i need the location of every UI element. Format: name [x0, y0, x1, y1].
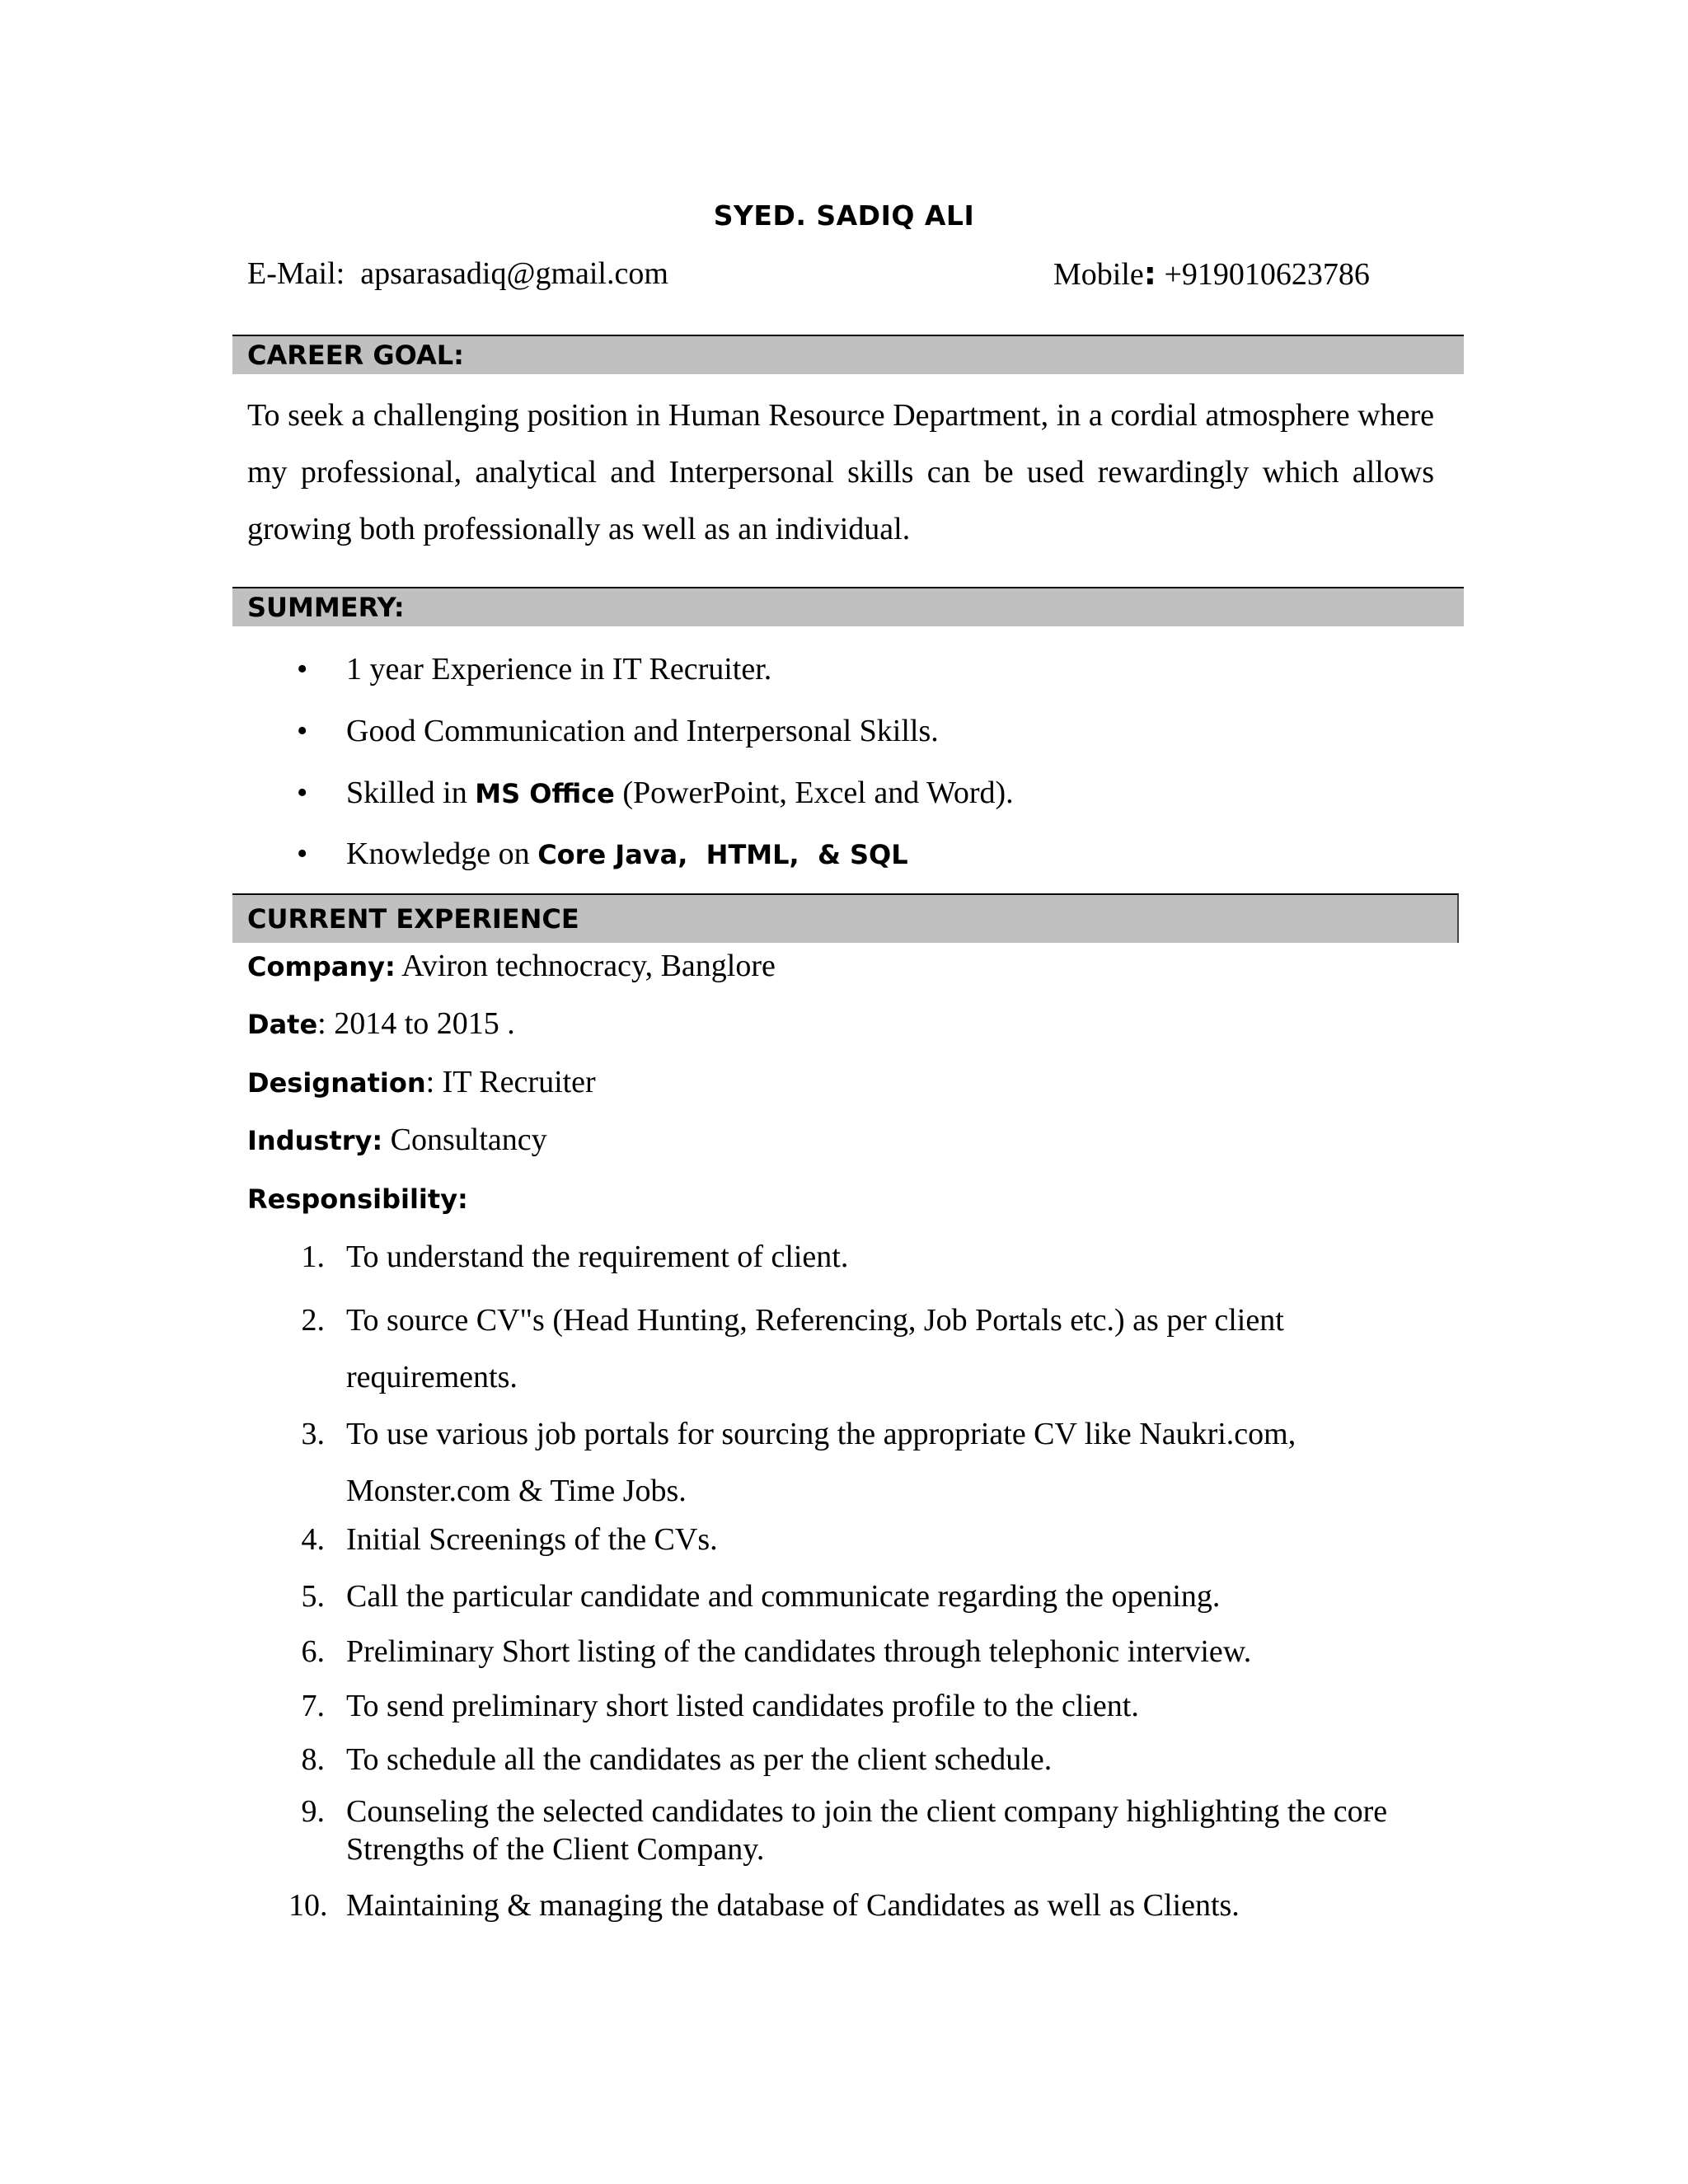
company-value: Aviron technocracy, Banglore [395, 949, 776, 983]
summary-item-prefix: Skilled in [346, 776, 476, 810]
industry-label: Industry: [247, 1125, 383, 1156]
ms-office-highlight: MS Office [475, 778, 615, 809]
career-goal-bar [232, 335, 1464, 374]
industry-field [247, 1122, 547, 1158]
item-number: 5. [301, 1579, 325, 1614]
mobile-colon: : [1143, 255, 1156, 292]
summary-item-text [346, 836, 908, 872]
item-text: Initial Screenings of the CVs. [346, 1522, 718, 1557]
item-text: To schedule all the candidates as per the client schedule. [346, 1742, 1053, 1777]
mobile-label: Mobile [1053, 257, 1144, 292]
designation-field [247, 1064, 596, 1100]
career-goal-text: To seek a challenging position in Human Resource Department, in a cordial atmosphere where my professional, analytical and Interpersonal skills can be used rewardingly which allows growing both professionally as well as an individual. [247, 398, 1434, 546]
date-label: Date [247, 1009, 318, 1040]
company-field [247, 948, 776, 984]
item-text: Maintaining & managing the database of Candidates as well as Clients. [346, 1888, 1240, 1923]
summary-item-text: Good Communication and Interpersonal Skills. [346, 714, 939, 748]
summary-item-text [346, 775, 1014, 811]
item-number: 10. [288, 1888, 328, 1923]
item-number: 6. [301, 1634, 325, 1669]
summary-heading: SUMMERY: [247, 592, 405, 623]
candidate-name: SYED. SADIQ ALI [713, 199, 975, 232]
date-value: : 2014 to 2015 . [317, 1006, 515, 1041]
item-number: 3. [301, 1417, 325, 1451]
designation-label: Designation [247, 1067, 426, 1099]
summary-item-suffix: (PowerPoint, Excel and Word). [614, 776, 1014, 810]
item-number: 1. [301, 1240, 325, 1274]
company-label: Company: [247, 951, 396, 982]
industry-value: Consultancy [382, 1122, 547, 1157]
summary-bar [232, 587, 1464, 626]
item-number: 8. [301, 1742, 325, 1777]
mobile-number: +919010623786 [1164, 257, 1370, 292]
email-label: E-Mail: [247, 256, 345, 291]
experience-heading: CURRENT EXPERIENCE [247, 903, 579, 935]
summary-item-text: 1 year Experience in IT Recruiter. [346, 652, 772, 687]
skills-highlight: Core Java, HTML, & SQL [537, 839, 908, 870]
item-number: 2. [301, 1303, 325, 1338]
career-goal-heading: CAREER GOAL: [247, 340, 464, 371]
item-text: Preliminary Short listing of the candidates through telephonic interview. [346, 1634, 1252, 1669]
item-number: 7. [301, 1689, 325, 1723]
experience-bar [232, 893, 1459, 943]
item-number: 9. [301, 1794, 325, 1829]
responsibility-label: Responsibility: [247, 1183, 468, 1215]
bullet-icon: • [297, 837, 308, 871]
bullet-icon: • [297, 714, 308, 748]
date-field [247, 1005, 515, 1042]
mobile-line [1053, 255, 1370, 293]
bullet-icon: • [297, 652, 308, 687]
item-text: To understand the requirement of client. [346, 1240, 849, 1274]
item-text: To use various job portals for sourcing the appropriate CV like Naukri.com, Monster.com & Time Jobs. [346, 1417, 1296, 1508]
summary-item-prefix: Knowledge on [346, 837, 538, 871]
bullet-icon: • [297, 776, 308, 810]
item-text: Counseling the selected candidates to join the client company highlighting the core Strengths of the Client Company. [346, 1794, 1388, 1867]
email-address: apsarasadiq@gmail.com [360, 256, 668, 291]
item-text: To source CV"s (Head Hunting, Referencing, Job Portals etc.) as per client requirements. [346, 1303, 1284, 1394]
designation-value: : IT Recruiter [425, 1065, 596, 1099]
item-text: To send preliminary short listed candidates profile to the client. [346, 1689, 1139, 1723]
item-text: Call the particular candidate and communicate regarding the opening. [346, 1579, 1221, 1614]
responsibility-field [247, 1180, 468, 1216]
item-number: 4. [301, 1522, 325, 1557]
email-line [247, 255, 668, 292]
